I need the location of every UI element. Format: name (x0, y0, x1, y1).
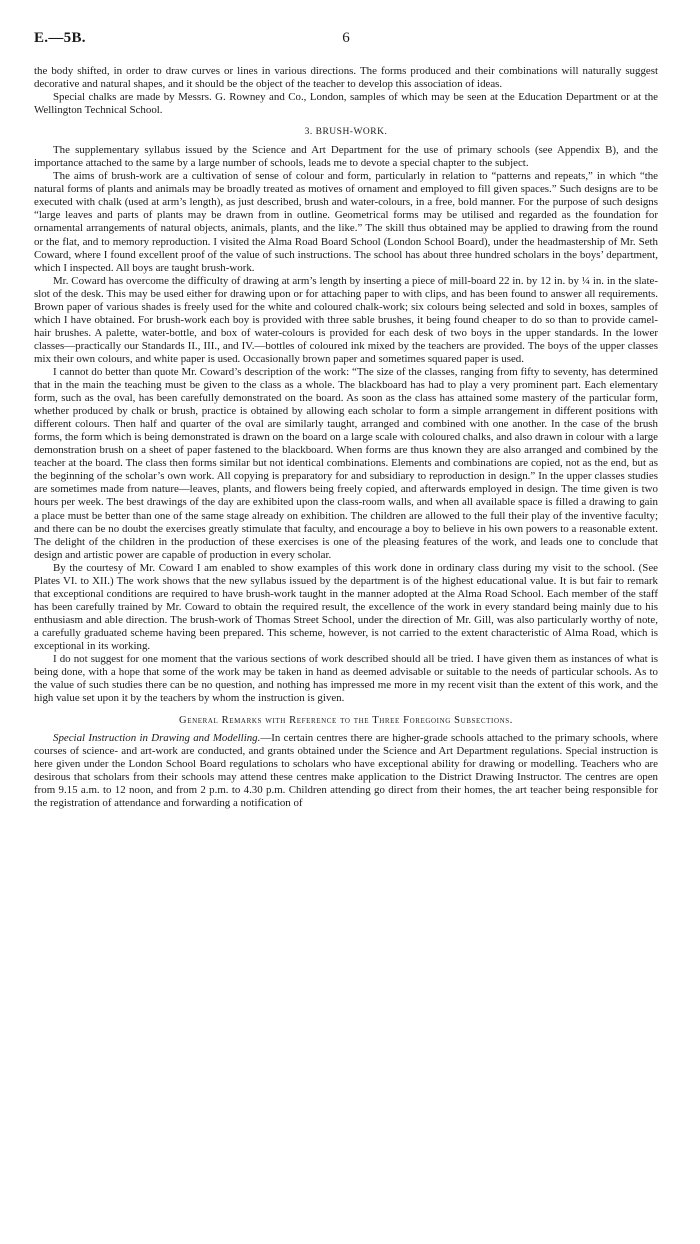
section-heading-general-remarks: General Remarks with Reference to the Three Foregoing Subsections. (179, 715, 513, 727)
special-instruction-lead: Special Instruction in Drawing and Modelling. (53, 732, 261, 745)
paragraph-coward-quote: I cannot do better than quote Mr. Coward’s description of the work: “The size of the classes, ranging from fifty to seventy, has determined that in the main the teaching must be given to the class as a whole. The blackboard has had to play a very prominent part. Each elementary form, such as the oval, has been carefully demonstrated on the board. As soon as the class has attained some mastery of the particular form, whether produced by chalk or brush, practice is obtained by allowing each scholar to form a simple arrangement in different positions with different colours. Then half and quarter of the oval are similarly taught, arranged and combined with one another. In the case of the brush forms, the form which is being demonstrated is drawn on the board on a large scale with coloured chalks, and also drawn in colour with a large demonstration brush on a sheet of paper fastened to the blackboard. When forms are thus known they are also arranged and combined by the teacher at the board. The class then forms similar but not identical combinations. Elements and combinations are copied, not as the end, but as the beginning of the scholar’s own work. All copying is preparatory for and subsidiary to reproduction in design.” In the upper classes studies are sometimes made from nature—leaves, plants, and flowers being freely copied, and afterwards employed in design. The time given is two hours per week. The best drawings of the day are exhibited upon the class-room walls, and when all available space is filled a drawing to gain a place must be better than one of the same stage already on exhibition. The children are allowed to the full their play of the inventive faculty; and there can be no doubt the exercises greatly stimulate that faculty, and encourage a boy to believe in his own powers to a reasonable extent. The delight of the children in the production of these exercises is one of the pleasing features of the work, and leads one to conclude that design and artistic power are capable of production in every scholar. (34, 365, 658, 561)
special-instruction-text: —In certain centres there are higher-grade schools attached to the primary schools, where courses of science- and art-work are conducted, and grants obtained under the Science and Art Department regulations. Special instruction is here given under the London School Board regulations to scholars who have exceptional ability for drawing or modelling. Teachers who are desirous that scholars from their schools may attend these centres make application to the District Drawing Instructor. The centres are open from 9.15 a.m. to 12 noon, and from 2 p.m. to 4.30 p.m. Children attending go direct from their homes, the art teacher being responsible for the registration of attendance and forwarding a notification of (34, 732, 658, 810)
paragraph-mill-board: Mr. Coward has overcome the difficulty of drawing at arm’s length by inserting a piece of mill-board 22 in. by 12 in. by ¼ in. in the slate-slot of the desk. This may be used either for drawing upon or for attaching paper to with clips, and has been found to answer all requirements. Brown paper of various shades is freely used for the white and coloured chalk-work; six colours being selected and sold in boxes, samples of which I have obtained. For brush-work each boy is provided with three sable brushes, it being found cheaper to do so than to provide camel-hair brushes. A palette, water-bottle, and box of water-colours is provided for each desk of two boys in the upper standards. In the lower classes—practically our Standards II., III., and IV.—bottles of coloured ink mixed by the teachers are provided. The boys of the upper classes mix their own colours, and white paper is used. Occasionally brown paper and sometimes squared paper is used. (34, 274, 658, 365)
paragraph-suggestions: I do not suggest for one moment that the various sections of work described should all be tried. I have given them as instances of what is being done, with a hope that some of the work may be taken in hand as deemed advisable or suitable to the needs of particular schools. As to the value of such studies there can be no question, and nothing has impressed me more in my recent visit than the extent of this work, and the high value set upon it by the teachers by whom the instruction is given. (34, 653, 658, 705)
paragraph-continued: the body shifted, in order to draw curves or lines in various directions. The forms produced and their combinations will naturally suggest decorative and natural shapes, and it should be the object of the teacher to develop this association of ideas. (34, 65, 658, 91)
document-page (34, 30, 658, 810)
page-number: 6 (342, 30, 350, 46)
paragraph-special-instruction (34, 732, 658, 810)
document-reference: E.—5B. (34, 30, 86, 46)
paragraph-aims-of-brush-work: The aims of brush-work are a cultivation of sense of colour and form, particularly in relation to “patterns and repeats,” in which “the natural forms of plants and animals may be broadly treated as motives of ornament and employed to fill given spaces.” Such designs are to be executed with chalk (used at arm’s length), as just described, brush and water-colours, in a free, bold manner. For the purpose of such designs “large leaves and parts of plants may be drawn from in outline. Geometrical forms may be utilised and regarded as the foundation for ornamental arrangements of natural objects, animals, plants, and the like.” The skill thus obtained may be applied to drawing from the round or the flat, and to memory reproduction. I visited the Alma Road Board School (London School Board), under the headmastership of Mr. Seth Coward, where I found excellent proof of the value of such instructions. The school has about three hundred scholars in the boys’ department, which I inspected. All boys are taught brush-work. (34, 170, 658, 274)
section-heading-brush-work: 3. BRUSH-WORK. (304, 127, 388, 138)
page-header (34, 30, 658, 52)
paragraph-special-chalks: Special chalks are made by Messrs. G. Rowney and Co., London, samples of which may be seen at the Education Department or at the Wellington Technical School. (34, 91, 658, 117)
paragraph-plates-examples: By the courtesy of Mr. Coward I am enabled to show examples of this work done in ordinary class during my visit to the school. (See Plates VI. to XII.) The work shows that the new syllabus issued by the department is of the highest educational value. It is but fair to remark that exceptional conditions are required to have brush-work taught in the manner adopted at the Alma Road School. Each member of the staff has been carefully trained by Mr. Coward to obtain the required result, the excellence of the work in every standard being mainly due to his enthusiasm and able direction. The brush-work of Thomas Street School, under the direction of Mr. Gill, was also particularly worthy of note, a carefully graduated scheme having been prepared. This scheme, however, is not carried to the extent characteristic of Alma Road, which is exceptional in its working. (34, 561, 658, 652)
paragraph-supplementary-syllabus: The supplementary syllabus issued by the Science and Art Department for the use of primary schools (see Appendix B), and the importance attached to the same by a large number of schools, leads me to devote a special chapter to the subject. (34, 144, 658, 170)
